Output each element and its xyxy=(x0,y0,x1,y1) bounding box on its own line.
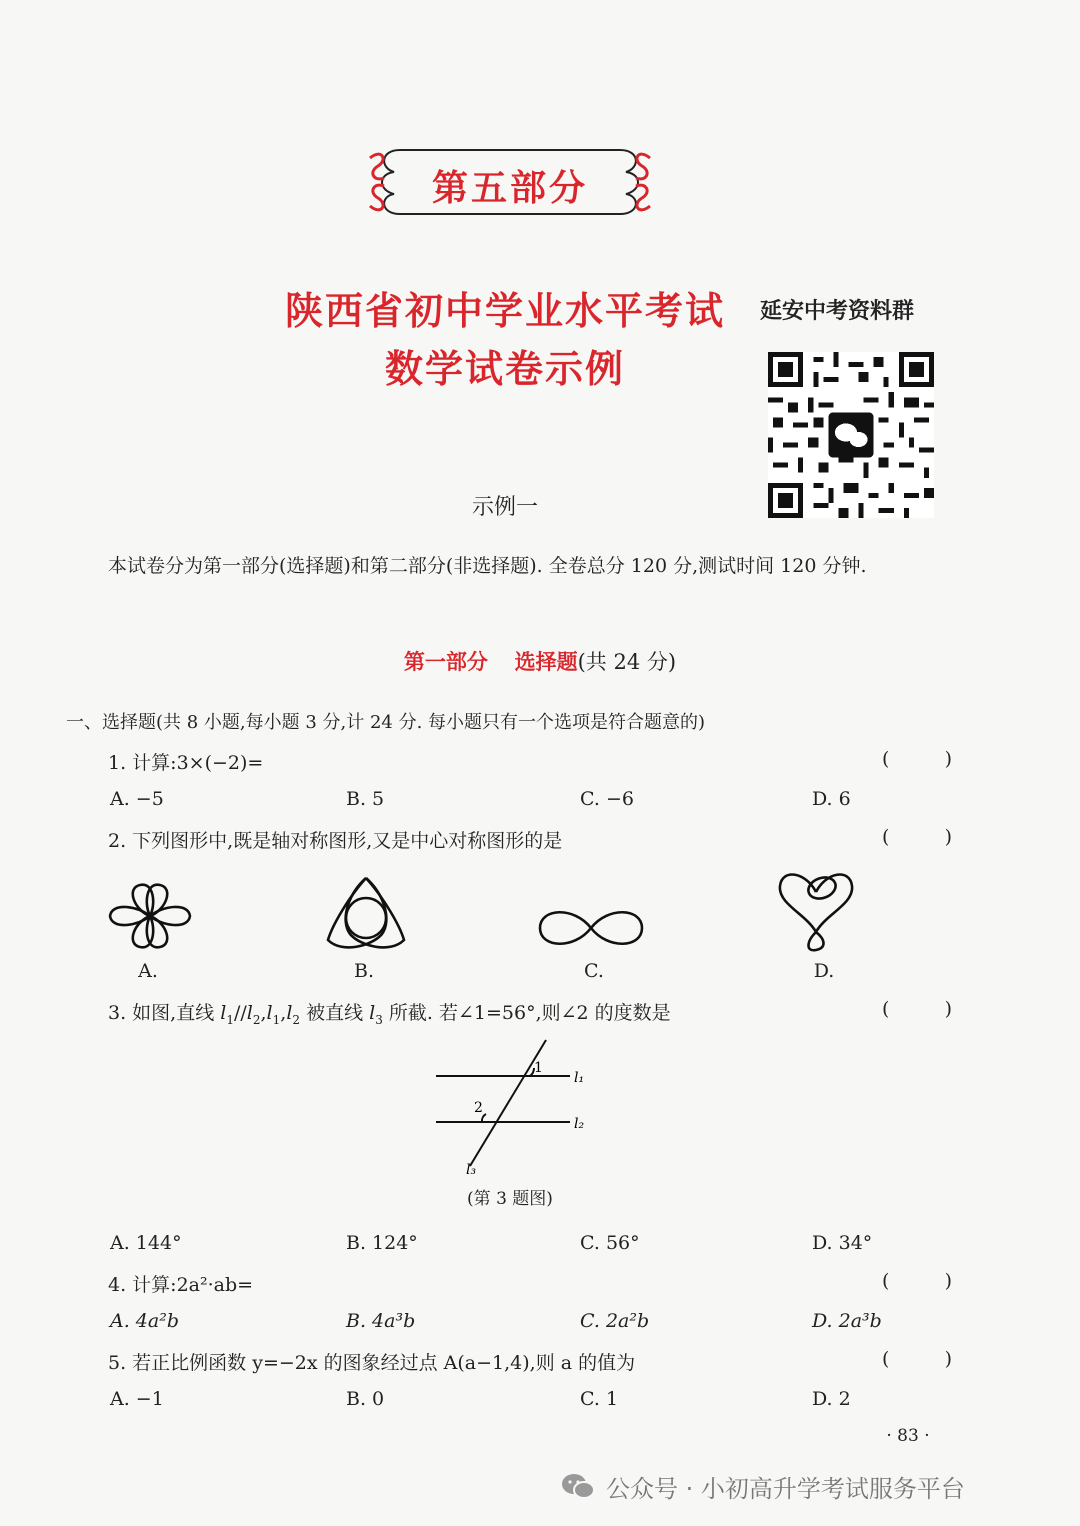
answer-bracket: ( ) xyxy=(882,998,952,1020)
figure-label-b: B. xyxy=(353,960,374,982)
page-number: · 83 · xyxy=(886,1426,930,1446)
example-label: 示例一 xyxy=(471,495,538,520)
exam-title: 陕西省初中学业水平考试 xyxy=(284,288,725,333)
figure-label-a: A. xyxy=(138,960,158,982)
option-c: C. 2a²b xyxy=(580,1310,650,1332)
heart-loop-figure xyxy=(776,862,856,954)
line-l1-label: l₁ xyxy=(574,1070,585,1086)
line-l2-label: l₂ xyxy=(574,1116,585,1132)
question-1-stem: 1. 计算:3×(−2)= xyxy=(108,752,264,774)
parallel-lines-figure xyxy=(430,1036,600,1176)
footer-text: 公众号 · 小初高升学考试服务平台 xyxy=(606,1474,965,1503)
option-c: C. 1 xyxy=(580,1388,619,1410)
option-b: B. 5 xyxy=(346,788,385,810)
angle-2-label: 2 xyxy=(474,1100,483,1116)
answer-bracket: ( ) xyxy=(882,748,952,770)
option-b: B. 124° xyxy=(346,1232,418,1254)
option-d: D. 2 xyxy=(812,1388,851,1410)
infinity-figure xyxy=(534,900,648,956)
figure-3-caption: (第 3 题图) xyxy=(467,1189,553,1209)
figure-label-d: D. xyxy=(813,960,835,982)
exam-subtitle: 数学试卷示例 xyxy=(384,346,625,391)
option-b: B. 0 xyxy=(346,1388,385,1410)
watermark-footer xyxy=(560,1466,1060,1506)
question-4-stem: 4. 计算:2a²·ab= xyxy=(108,1274,254,1296)
answer-bracket: ( ) xyxy=(882,826,952,848)
question-5-stem: 5. 若正比例函数 y=−2x 的图象经过点 A(a−1,4),则 a 的值为 xyxy=(108,1352,636,1374)
answer-bracket: ( ) xyxy=(882,1270,952,1292)
question-2-stem: 2. 下列图形中,既是轴对称图形,又是中心对称图形的是 xyxy=(108,830,563,852)
wechat-icon xyxy=(560,1471,596,1501)
section-heading xyxy=(300,646,780,676)
question-3-stem: 3. 如图,直线 $l_1//l_2,l_1,l_2$ 被直线 $l_3$ 所截. 若∠1=56°,则∠2 的度数是 xyxy=(108,1002,671,1027)
qr-code-icon xyxy=(768,352,934,518)
intro-paragraph: 本试卷分为第一部分(选择题)和第二部分(非选择题). 全卷总分 120 分,测试时间 120 分钟. xyxy=(108,555,867,577)
option-a: A. −1 xyxy=(110,1388,164,1410)
section-part: 第一部分 xyxy=(403,649,488,674)
trefoil-figure xyxy=(320,874,412,954)
section-title: 第五部分 xyxy=(431,168,588,209)
option-b: B. 4a³b xyxy=(346,1310,416,1332)
option-a: A. −5 xyxy=(110,788,164,810)
figure-label-c: C. xyxy=(584,960,604,982)
option-a: A. 4a²b xyxy=(110,1310,179,1332)
option-c: C. −6 xyxy=(580,788,634,810)
group-label: 延安中考资料群 xyxy=(760,298,915,324)
angle-1-label: 1 xyxy=(534,1060,543,1076)
option-d: D. 6 xyxy=(812,788,851,810)
four-leaf-curve-figure xyxy=(104,880,196,952)
option-a: A. 144° xyxy=(110,1232,182,1254)
option-d: D. 2a³b xyxy=(812,1310,882,1332)
section-name: 选择题 xyxy=(514,649,578,674)
answer-bracket: ( ) xyxy=(882,1348,952,1370)
line-l3-label: l₃ xyxy=(466,1162,477,1176)
part-heading: 一、选择题(共 8 小题,每小题 3 分,计 24 分. 每小题只有一个选项是符合题意的) xyxy=(66,712,706,733)
option-c: C. 56° xyxy=(580,1232,640,1254)
section-points: (共 24 分) xyxy=(577,650,677,674)
option-d: D. 34° xyxy=(812,1232,873,1254)
